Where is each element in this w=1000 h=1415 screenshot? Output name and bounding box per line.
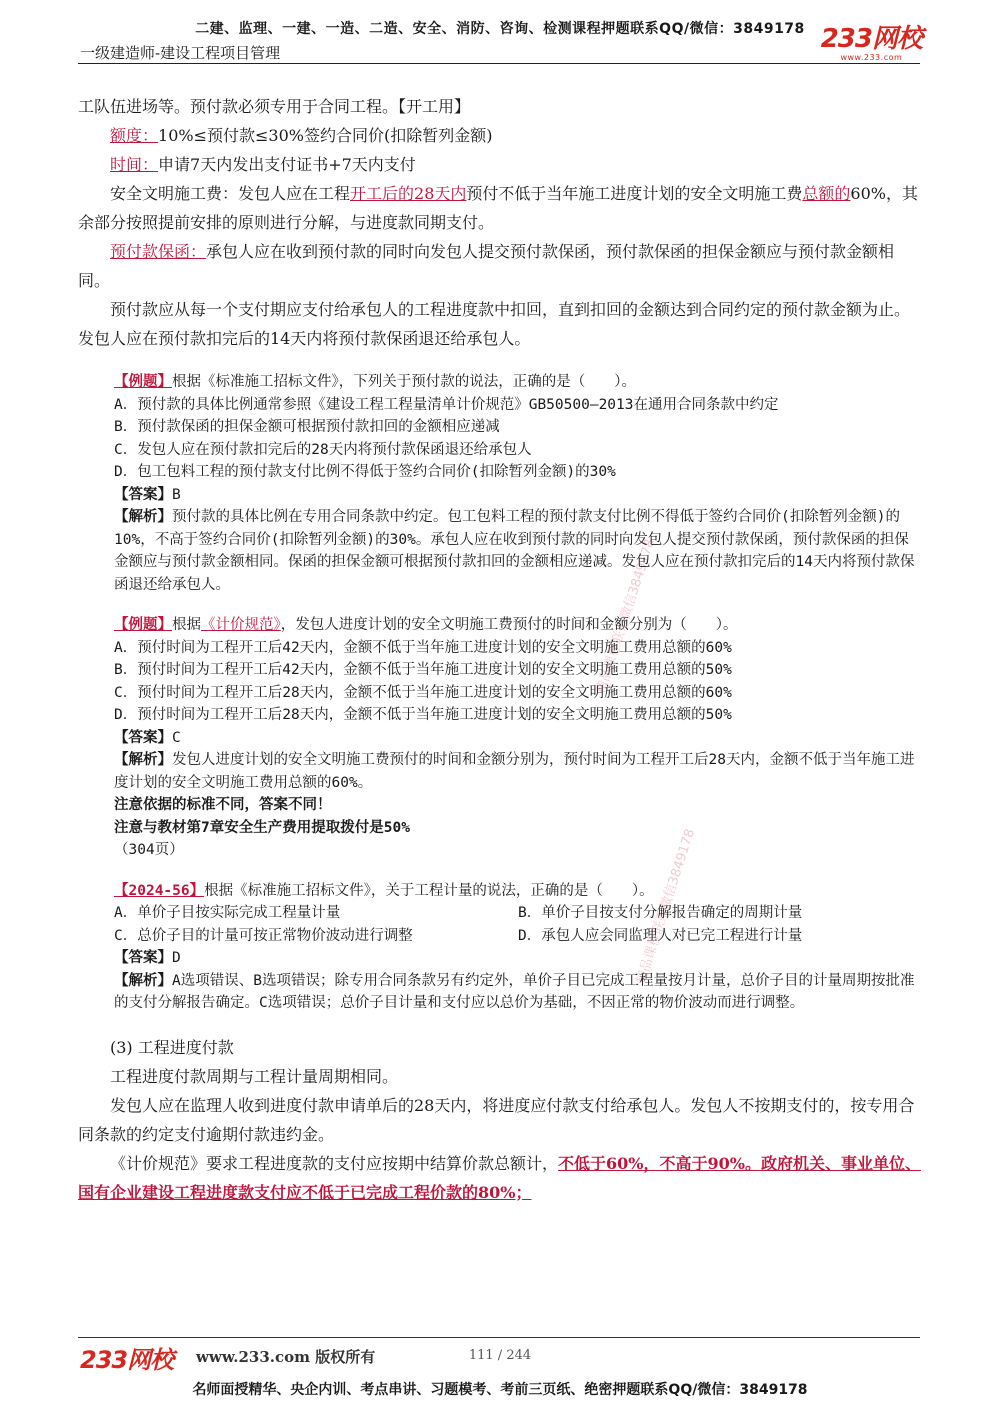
section-3-heading: (3) 工程进度付款 xyxy=(110,1037,234,1057)
example-2-note-3: （304页） xyxy=(114,842,184,858)
top-contact-banner: 二建、监理、一建、一造、二造、安全、消防、咨询、检测课程押题联系QQ/微信：3849178 xyxy=(195,21,805,37)
safety-fee-text-a: 安全文明施工费：发包人应在工程 xyxy=(110,184,351,203)
example-1-option-d: D．包工包料工程的预付款支付比例不得低于签约合同价(扣除暂列金额)的30% xyxy=(114,464,616,480)
example-1-option-c: C．发包人应在预付款扣完后的28天内将预付款保函退还给承包人 xyxy=(114,441,532,458)
header-divider xyxy=(78,63,920,64)
example-1-option-a: A．预付款的具体比例通常参照《建设工程工程量清单计价规范》GB50500—2013在通用合同条款中约定 xyxy=(114,396,779,413)
example-3-question-text: 根据《标准施工招标文件》，关于工程计量的说法，正确的是（ ）。 xyxy=(204,882,654,899)
footer-copyright: www.233.com 版权所有 xyxy=(196,1348,376,1366)
header-subtitle: 一级建造师-建设工程项目管理 xyxy=(80,44,281,62)
paragraph-guarantee xyxy=(78,237,922,295)
logo-text: 233网校 xyxy=(820,24,922,54)
logo-url: www.233.com xyxy=(840,53,903,62)
example-3-tag: 【2024-56】 xyxy=(114,882,205,899)
time-label: 时间： xyxy=(110,155,159,174)
page-number: 111 / 244 xyxy=(468,1348,532,1363)
example-2-tag: 【例题】 xyxy=(114,617,172,633)
footer-logo: 233网校 xyxy=(80,1346,174,1374)
example-1-question xyxy=(78,371,922,394)
example-2-option-a: A．预付时间为工程开工后42天内，金额不低于当年施工进度计划的安全文明施工费用总额的60% xyxy=(114,639,732,656)
answer-value: C xyxy=(172,729,181,746)
example-2-question xyxy=(78,614,922,637)
time-text: 申请7天内发出支付证书+7天内支付 xyxy=(158,155,416,174)
example-2 xyxy=(78,614,922,862)
amount-text: 10%≤预付款≤30%签约合同价(扣除暂列金额) xyxy=(158,126,493,145)
guarantee-text: 承包人应在收到预付款的同时向发包人提交预付款保函，预付款保函的担保金额应与预付款金额相同。 xyxy=(78,242,895,290)
example-2-q-highlight: 《计价规范》 xyxy=(201,617,281,633)
example-2-note-2: 注意与教材第7章安全生产费用提取拨付是50% xyxy=(114,819,410,836)
example-2-q-c: ，发包人进度计划的安全文明施工费预付的时间和金额分别为（ ）。 xyxy=(280,617,738,633)
answer-value: D xyxy=(172,950,181,966)
example-1-question-text: 根据《标准施工招标文件》，下列关于预付款的说法，正确的是（ ）。 xyxy=(172,374,636,390)
example-1-answer xyxy=(78,484,922,507)
paragraph-amount xyxy=(78,121,922,150)
example-3-option-a: A．单价子目按实际完成工程量计量 xyxy=(114,905,341,921)
amount-label: 额度： xyxy=(110,126,159,145)
section-3-paragraph-3 xyxy=(78,1149,922,1207)
example-1-option-b: B．预付款保函的担保金额可根据预付款扣回的金额相应递减 xyxy=(114,419,500,435)
analysis-tag: 【解析】 xyxy=(114,972,172,989)
paragraph-time xyxy=(78,150,922,179)
analysis-text: A选项错误、B选项错误；除专用合同条款另有约定外，单价子目已完成工程量按月计量，总价子目的计量周期按批准的支付分解报告确定。C选项错误；总价子目计量和支付应以总价为基础，不因正常的物价波动而进行调整。 xyxy=(114,972,915,1011)
example-1-analysis xyxy=(78,506,922,596)
example-3-option-d: D．承包人应会同监理人对已完工程进行计量 xyxy=(518,927,803,944)
example-3 xyxy=(78,880,922,1015)
answer-value: B xyxy=(172,486,181,503)
bottom-contact-banner: 名师面授精华、央企内训、考点串讲、习题模考、考前三页纸、绝密押题联系QQ/微信：3849178 xyxy=(192,1382,808,1398)
analysis-tag: 【解析】 xyxy=(114,752,172,768)
watermark-2: 精品课程联系微信3849178 xyxy=(633,827,699,986)
safety-fee-highlight-2: 总额的 xyxy=(802,184,851,203)
example-3-question xyxy=(78,880,922,903)
example-3-answer xyxy=(78,947,922,970)
spacer xyxy=(78,353,922,371)
safety-fee-text-c: 预付不低于当年施工进度计划的安全文明施工费 xyxy=(466,184,803,203)
example-2-option-d: D．预付时间为工程开工后28天内，金额不低于当年施工进度计划的安全文明施工费用总额的50% xyxy=(114,707,732,723)
paragraph-safety-fee xyxy=(78,179,922,237)
paragraph-deduction: 预付款应从每一个支付期应支付给承包人的工程进度款中扣回，直到扣回的金额达到合同约定的预付款金额为止。发包人应在预付款扣完后的14天内将预付款保函退还给承包人。 xyxy=(78,300,911,348)
section-3-p3-text: 《计价规范》要求工程进度款的支付应按期中结算价款总额计， xyxy=(110,1153,559,1173)
example-3-option-b: B．单价子目按支付分解报告确定的周期计量 xyxy=(518,905,803,921)
example-1 xyxy=(78,371,922,596)
answer-tag: 【答案】 xyxy=(114,486,172,503)
brand-logo xyxy=(821,25,922,62)
safety-fee-text-e: 60%，其余部分按照提前安排的原则进行分解，与进度款同期支付。 xyxy=(78,184,918,232)
example-2-note-1: 注意依据的标准不同，答案不同！ xyxy=(114,797,332,813)
analysis-tag: 【解析】 xyxy=(114,509,172,525)
answer-tag: 【答案】 xyxy=(114,950,172,966)
paragraph-advance-use: 工队伍进场等。预付款必须专用于合同工程。【开工用】 xyxy=(78,97,471,116)
spacer xyxy=(78,1015,922,1033)
example-2-answer xyxy=(78,727,922,750)
section-3-paragraph-2: 发包人应在监理人收到进度付款申请单后的28天内，将进度应付款支付给承包人。发包人不按期支付的，按专用合同条款的约定支付逾期付款违约金。 xyxy=(78,1095,915,1144)
example-3-options-row-2 xyxy=(78,925,922,948)
analysis-text: 发包人进度计划的安全文明施工费预付的时间和金额分别为，预付时间为工程开工后28天内，金额不低于当年施工进度计划的安全文明施工费用总额的60%。 xyxy=(114,752,915,791)
section-3-p3-highlight: 不低于60%，不高于90%。政府机关、事业单位、国有企业建设工程进度款支付应不低于已完成工程价款的80%； xyxy=(78,1153,921,1202)
analysis-text: 预付款的具体比例在专用合同条款中约定。包工包料工程的预付款支付比例不得低于签约合同价(扣除暂列金额)的10%，不高于签约合同价(扣除暂列金额)的30%。承包人应在收到预付款的同时向发包人提交预付款保函，预付款保函的担保金额应与预付款金额相同。保函的担保金额可根据预付款扣回的金额相应递减。发包人应在预付款扣完后的14天内将预付款保函退还给承包人。 xyxy=(114,509,915,593)
example-3-option-c: C．总价子目的计量可按正常物价波动进行调整 xyxy=(114,927,413,944)
watermark-1: 精品课程联系微信3849178 xyxy=(593,537,659,696)
page-content xyxy=(78,92,922,1207)
guarantee-label: 预付款保函： xyxy=(110,242,207,261)
spacer xyxy=(78,862,922,880)
example-2-option-b: B．预付时间为工程开工后42天内，金额不低于当年施工进度计划的安全文明施工费用总额的50% xyxy=(114,662,732,678)
example-1-tag: 【例题】 xyxy=(114,374,172,390)
example-3-analysis xyxy=(78,970,922,1015)
example-2-q-a: 根据 xyxy=(172,617,201,633)
example-3-options-row-1 xyxy=(78,902,922,925)
section-3-paragraph-1: 工程进度付款周期与工程计量周期相同。 xyxy=(110,1066,399,1086)
example-2-analysis xyxy=(78,749,922,794)
example-2-option-c: C．预付时间为工程开工后28天内，金额不低于当年施工进度计划的安全文明施工费用总额的60% xyxy=(114,684,732,701)
answer-tag: 【答案】 xyxy=(114,729,172,746)
safety-fee-highlight-1: 开工后的28天内 xyxy=(350,184,467,203)
footer-divider xyxy=(78,1337,920,1338)
spacer xyxy=(78,596,922,614)
